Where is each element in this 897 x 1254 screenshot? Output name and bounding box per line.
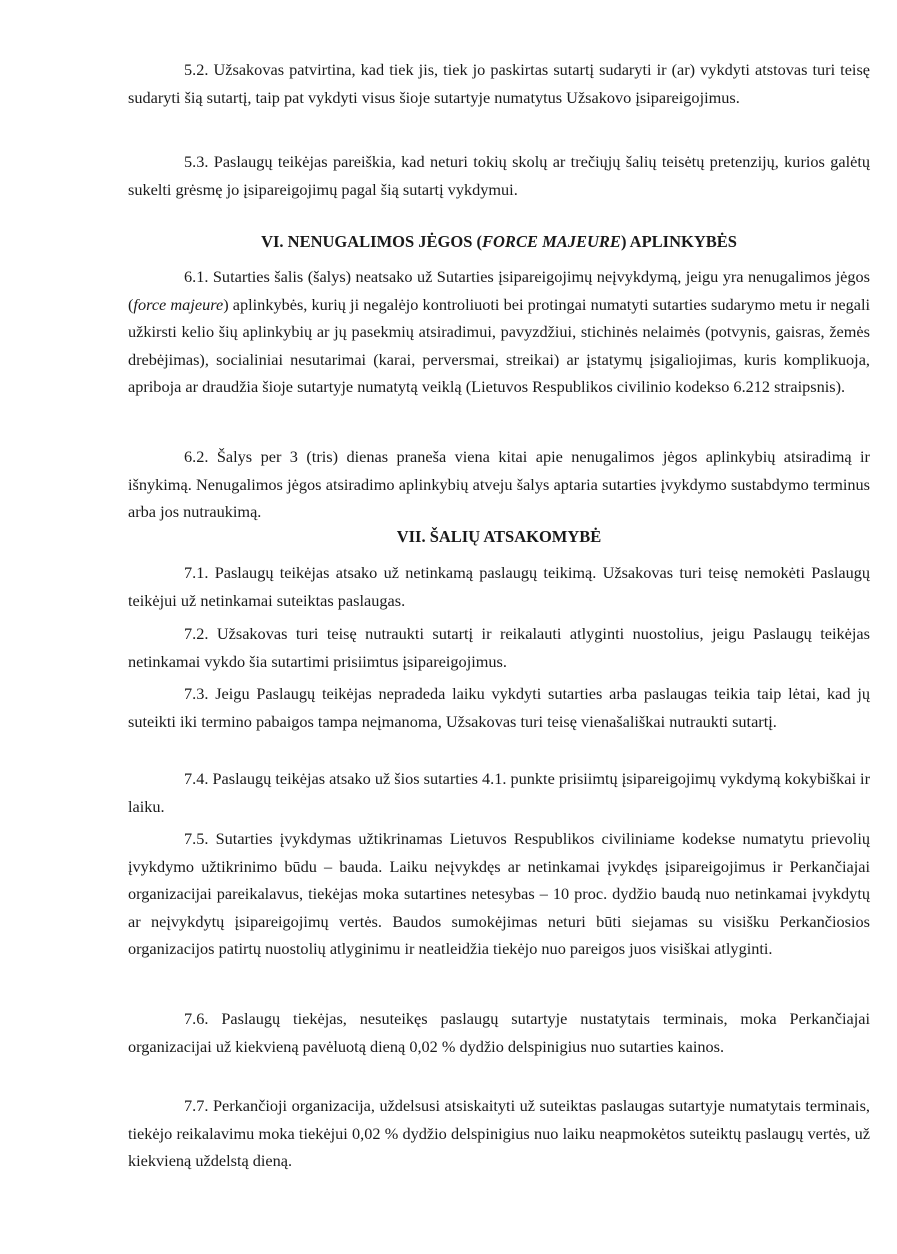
clause-7-4 bbox=[128, 765, 870, 820]
clause-7-1 bbox=[128, 559, 870, 614]
clause-5-3 bbox=[128, 148, 870, 203]
clause-text: Paslaugų tiekėjas, nesuteikęs paslaugų sutartyje nustatytais terminais, moka Perkančiajai organizacijai už kiekvieną pavėluotą dieną 0,02 % dydžio delspinigius nuo sutarties kainos. bbox=[128, 1009, 870, 1056]
clause-text: Sutarties šalis (šalys) neatsako už Sutarties įsipareigojimų neįvykdymą, jeigu yra nenugalimos jėgos ( bbox=[128, 267, 870, 314]
clause-italic: force majeure bbox=[133, 294, 224, 314]
clause-7-2 bbox=[128, 620, 870, 675]
clause-number: 5.3. bbox=[184, 152, 209, 171]
clause-number: 7.1. bbox=[184, 563, 209, 582]
clause-text: ) aplinkybės, kurių ji negalėjo kontroliuoti bei protingai numatyti sutarties sudarymo metu ir negali užkirsti kelio šių aplinkybių ar jų pasekmių atsiradimui, pavyzdžiui, stichinės nelaimės (potvynis, gaisras, žemės drebėjimas), socialiniai nesutarimai (karai, perversmai, streikai) ar įstatymų įsigaliojimas, kuris komplikuoja, apriboja ar draudžia šioje sutartyje numatytą veiklą (Lietuvos Respublikos civilinio kodekso 6.212 straipsnis). bbox=[128, 294, 870, 396]
clause-text: Šalys per 3 (tris) dienas praneša viena kitai apie nenugalimos jėgos aplinkybių atsiradimą ir išnykimą. Nenugalimos jėgos atsiradimo aplinkybių atveju šalys aptaria sutarties įvykdymo sustabdymo terminus arba jos nutraukimą. bbox=[128, 447, 870, 521]
clause-number: 7.4. bbox=[184, 769, 209, 788]
clause-7-7 bbox=[128, 1092, 870, 1175]
clause-6-2 bbox=[128, 443, 870, 526]
clause-text: Jeigu Paslaugų teikėjas nepradeda laiku vykdyti sutarties arba paslaugas teikia taip lėtai, kad jų suteikti iki termino pabaigos tampa neįmanoma, Užsakovas turi teisę vienašališkai nutraukti sutartį. bbox=[128, 684, 870, 731]
clause-7-6 bbox=[128, 1005, 870, 1060]
heading-italic: FORCE MAJEURE bbox=[482, 232, 621, 251]
clause-number: 5.2. bbox=[184, 60, 209, 79]
clause-text: Paslaugų teikėjas pareiškia, kad neturi tokių skolų ar trečiųjų šalių teisėtų pretenzijų, kurios galėtų sukelti grėsmę jo įsipareigojimų pagal šią sutartį vykdymui. bbox=[128, 152, 870, 199]
heading-text: VI. NENUGALIMOS JĖGOS ( bbox=[261, 232, 483, 251]
clause-number: 7.3. bbox=[184, 684, 209, 703]
clause-number: 7.7. bbox=[184, 1096, 209, 1115]
section-heading-vi bbox=[128, 232, 870, 252]
section-heading-vii: VII. ŠALIŲ ATSAKOMYBĖ bbox=[396, 527, 602, 546]
clause-5-2 bbox=[128, 56, 870, 111]
clause-number: 7.6. bbox=[184, 1009, 209, 1028]
clause-text: Paslaugų teikėjas atsako už šios sutarties 4.1. punkte prisiimtų įsipareigojimų vykdymą kokybiškai ir laiku. bbox=[128, 769, 870, 816]
clause-number: 7.5. bbox=[184, 829, 209, 848]
clause-text: Užsakovas turi teisę nutraukti sutartį ir reikalauti atlyginti nuostolius, jeigu Paslaugų teikėjas netinkamai vykdo šia sutartimi prisiimtus įsipareigojimus. bbox=[128, 624, 870, 671]
clause-text: Paslaugų teikėjas atsako už netinkamą paslaugų teikimą. Užsakovas turi teisę nemokėti Paslaugų teikėjui už netinkamai suteiktas paslaugas. bbox=[128, 563, 870, 610]
clause-6-1 bbox=[128, 263, 870, 401]
clause-text: Sutarties įvykdymas užtikrinamas Lietuvos Respublikos civiliniame kodekse numatytu prievolių įvykdymo užtikrinimo būdu – bauda. Laiku neįvykdęs ar netinkamai įvykdęs įsipareigojimus ir Perkančiajai organizacijai pareikalavus, tiekėjas moka sutartines netesybas – 10 proc. dydžio baudą nuo netinkamai įvykdytų ar neįvykdytų įsipareigojimų vertės. Baudos sumokėjimas neturi būti siejamas su visišku Perkančiosios organizacijos patirtų nuostolių atlyginimu ir neatleidžia tiekėjo nuo pareigos juos visiškai atlyginti. bbox=[128, 829, 870, 958]
clause-7-5 bbox=[128, 825, 870, 963]
clause-number: 6.2. bbox=[184, 447, 209, 466]
clause-number: 6.1. bbox=[184, 267, 209, 286]
clause-text: Perkančioji organizacija, uždelsusi atsiskaityti už suteiktas paslaugas sutartyje numatytais terminais, tiekėjo reikalavimu moka tiekėjui 0,02 % dydžio delspinigius nuo laiku neapmokėtos suteiktų paslaugų vertės, už kiekvieną uždelstą dieną. bbox=[128, 1096, 870, 1170]
clause-number: 7.2. bbox=[184, 624, 209, 643]
clause-text: Užsakovas patvirtina, kad tiek jis, tiek jo paskirtas sutartį sudaryti ir (ar) vykdyti atstovas turi teisę sudaryti šią sutartį, taip pat vykdyti visus šioje sutartyje numatytus Užsakovo įsipareigojimus. bbox=[128, 60, 871, 107]
clause-7-3 bbox=[128, 680, 870, 735]
heading-text: ) APLINKYBĖS bbox=[620, 232, 737, 251]
